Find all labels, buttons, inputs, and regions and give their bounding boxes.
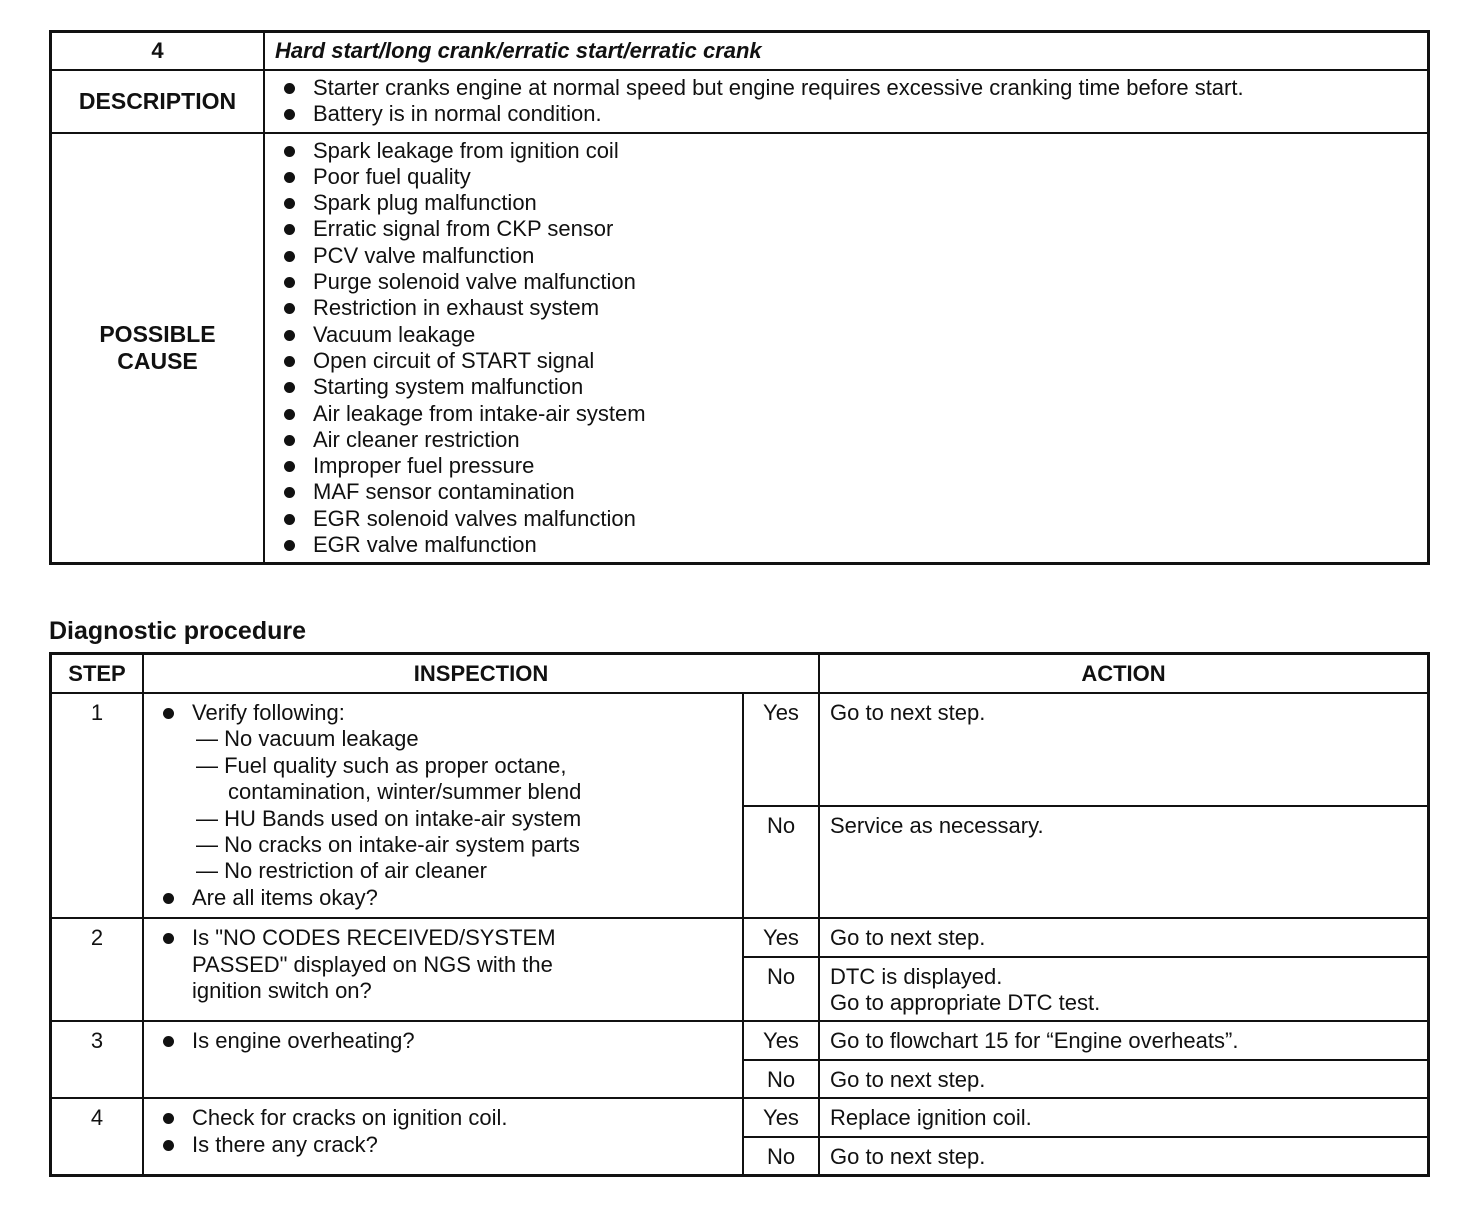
symptom-number: 4 (51, 32, 265, 71)
inspection-subitem: — Fuel quality such as proper octane, (196, 752, 567, 778)
possible-cause-item: Vacuum leakage (313, 322, 1417, 348)
step-number: 4 (51, 1098, 144, 1175)
possible-cause-label-line2: CAUSE (117, 347, 198, 374)
no-label: No (743, 1060, 819, 1098)
no-action: Service as necessary. (819, 806, 1429, 919)
step-3-inspection (143, 1021, 743, 1098)
step-number: 3 (51, 1021, 144, 1098)
no-action-line: DTC is displayed. (830, 963, 1003, 989)
diagnostic-procedure-heading: Diagnostic procedure (49, 617, 306, 645)
description-item: Battery is in normal condition. (313, 101, 1417, 127)
inspection-bullet: Is there any crack? (192, 1132, 732, 1158)
inspection-subitem: — HU Bands used on intake-air system (196, 805, 582, 831)
description-item: Starter cranks engine at normal speed but engine requires excessive cranking time before start. (313, 75, 1417, 101)
possible-cause-item: Air leakage from intake-air system (313, 401, 1417, 427)
step-3-yes-row (51, 1021, 1429, 1059)
no-action: Go to next step. (819, 1060, 1429, 1098)
step-2-inspection (143, 918, 743, 1021)
symptom-title: Hard start/long crank/erratic start/erratic crank (264, 32, 1429, 71)
inspection-subitem: — No restriction of air cleaner (196, 858, 487, 884)
step-4-inspection (143, 1098, 743, 1175)
yes-action: Replace ignition coil. (819, 1098, 1429, 1136)
description-label: DESCRIPTION (51, 70, 265, 133)
yes-action: Go to next step. (819, 918, 1429, 956)
yes-label: Yes (743, 693, 819, 806)
no-label: No (743, 957, 819, 1022)
inspection-bullet: Are all items okay? (192, 885, 732, 911)
yes-action: Go to flowchart 15 for “Engine overheats”. (819, 1021, 1429, 1059)
possible-cause-item: Poor fuel quality (313, 164, 1417, 190)
inspection-subitem: — No cracks on intake-air system parts (196, 832, 580, 858)
step-1-inspection (143, 693, 743, 918)
yes-label: Yes (743, 1021, 819, 1059)
inspection-text: ignition switch on? (192, 978, 372, 1004)
step-4-yes-row (51, 1098, 1429, 1136)
inspection-bullet: Verify following: (192, 700, 732, 726)
possible-cause-item: Erratic signal from CKP sensor (313, 216, 1417, 242)
yes-label: Yes (743, 1098, 819, 1136)
no-label: No (743, 806, 819, 919)
step-2-yes-row (51, 918, 1429, 956)
possible-cause-content (264, 133, 1429, 564)
no-action: Go to next step. (819, 1137, 1429, 1176)
possible-cause-item: Starting system malfunction (313, 374, 1417, 400)
possible-cause-item: EGR valve malfunction (313, 532, 1417, 558)
possible-cause-item: EGR solenoid valves malfunction (313, 506, 1417, 532)
possible-cause-label-line1: POSSIBLE (99, 320, 216, 347)
possible-cause-item: Restriction in exhaust system (313, 295, 1417, 321)
inspection-subitem-continued: contamination, winter/summer blend (228, 779, 582, 805)
no-action-line: Go to appropriate DTC test. (830, 990, 1101, 1016)
inspection-bullet: Is engine overheating? (192, 1028, 732, 1054)
summary-title-row (51, 32, 1429, 71)
diagnostic-procedure-table (49, 652, 1430, 1177)
possible-cause-list (313, 138, 1417, 559)
yes-action: Go to next step. (819, 693, 1429, 806)
description-list (313, 75, 1417, 128)
symptom-summary-table (49, 30, 1430, 565)
inspection-subitem: — No vacuum leakage (196, 726, 419, 752)
action-header: ACTION (819, 654, 1429, 694)
step-number: 2 (51, 918, 144, 1021)
inspection-text: PASSED" displayed on NGS with the (192, 951, 553, 977)
possible-cause-item: Spark leakage from ignition coil (313, 138, 1417, 164)
procedure-header-row (51, 654, 1429, 694)
yes-label: Yes (743, 918, 819, 956)
possible-cause-item: Purge solenoid valve malfunction (313, 269, 1417, 295)
description-content (264, 70, 1429, 133)
possible-cause-row (51, 133, 1429, 564)
no-action (819, 957, 1429, 1022)
possible-cause-item: PCV valve malfunction (313, 243, 1417, 269)
possible-cause-item: Spark plug malfunction (313, 190, 1417, 216)
step-header: STEP (51, 654, 144, 694)
inspection-header: INSPECTION (143, 654, 819, 694)
possible-cause-label (51, 133, 265, 564)
inspection-bullet: Check for cracks on ignition coil. (192, 1105, 732, 1131)
no-label: No (743, 1137, 819, 1176)
possible-cause-item: Improper fuel pressure (313, 453, 1417, 479)
inspection-bullet: Is "NO CODES RECEIVED/SYSTEM (192, 925, 732, 951)
possible-cause-item: MAF sensor contamination (313, 479, 1417, 505)
possible-cause-item: Open circuit of START signal (313, 348, 1417, 374)
description-row (51, 70, 1429, 133)
step-number: 1 (51, 693, 144, 918)
step-1-yes-row (51, 693, 1429, 806)
possible-cause-item: Air cleaner restriction (313, 427, 1417, 453)
